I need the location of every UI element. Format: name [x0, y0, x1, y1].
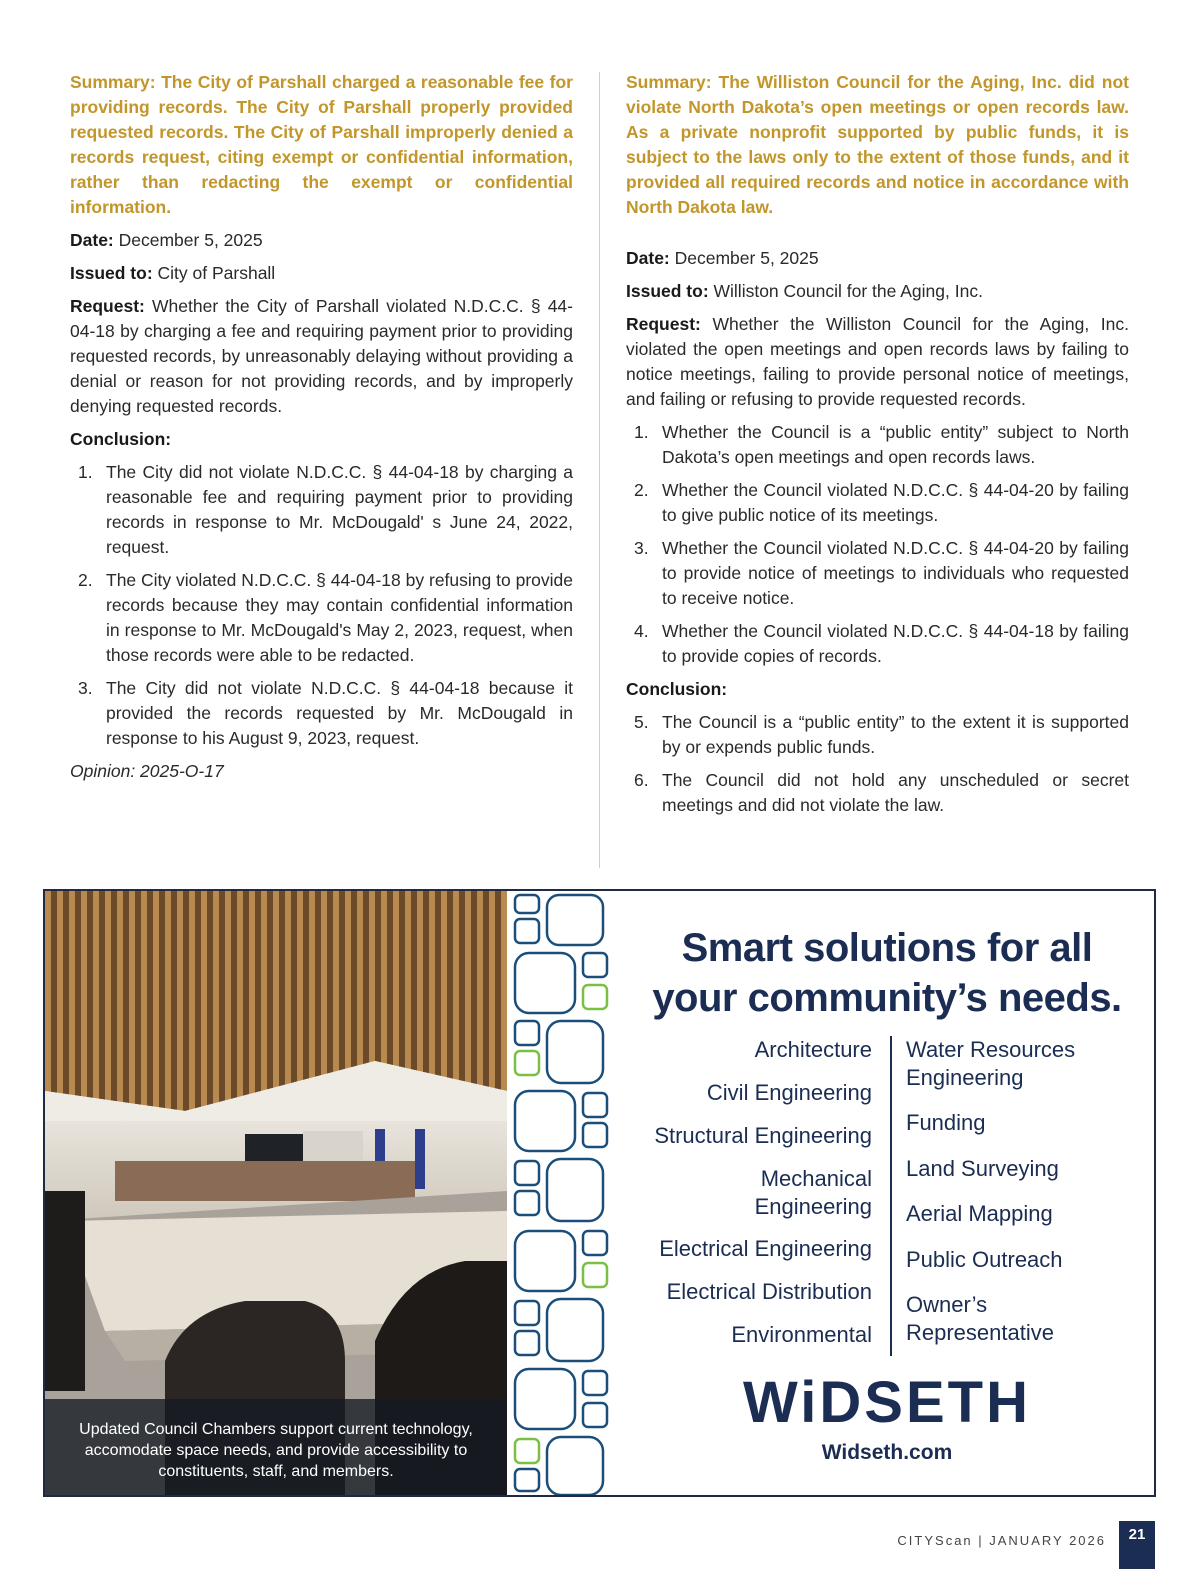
service-item: Engineering [906, 1065, 1024, 1090]
column-divider [599, 72, 600, 868]
service-item: Water Resources [906, 1037, 1076, 1062]
service-item: Engineering [754, 1194, 872, 1219]
left-opinion: Opinion: 2025-O-17 [70, 761, 224, 781]
service-item: Owner’s [906, 1292, 988, 1317]
service-item: Mechanical [760, 1166, 872, 1191]
right-issued: Issued to: Williston Council for the Aging, Inc. [626, 281, 983, 301]
left-conclusion-list [70, 460, 573, 751]
left-date: Date: December 5, 2025 [70, 230, 263, 250]
list-item: 3. Whether the Council violated N.D.C.C. § 44-04-20 by failing to provide notice of meetings to individuals who requested to receive notice. [634, 538, 1129, 608]
list-item: 6. The Council did not hold any unscheduled or secret meetings and did not violate the law. [634, 770, 1129, 815]
decorative-pattern [507, 891, 615, 1495]
service-item: Structural Engineering [654, 1123, 872, 1148]
widseth-url-link[interactable]: Widseth.com [821, 1441, 953, 1464]
list-item: 2. The City violated N.D.C.C. § 44-04-18 by refusing to provide records because they may contain confidential information in response to Mr. McDougald's May 2, 2023, request, when those records were able to be redacted. [78, 570, 573, 665]
list-item: 3. The City did not violate N.D.C.C. § 44-04-18 because it provided the records requested by Mr. McDougald in response to his August 9, 2023, request. [78, 678, 573, 748]
photo-caption: Updated Council Chambers support current technology, accomodate space needs, and provide accessibility to constituents, staff, and members. [45, 1399, 507, 1495]
services-divider [890, 1036, 892, 1356]
right-conclusion-heading: Conclusion: [626, 679, 728, 699]
list-item: 1. Whether the Council is a “public entity” subject to North Dakota’s open meetings and open records laws. [634, 422, 1129, 467]
right-request: Request: Whether the Williston Council for the Aging, Inc. violated the open meetings and open records laws by failing to notice meetings, failing to provide personal notice of meetings, and failing or refusing to provide requested records. [626, 314, 1129, 409]
widseth-advertisement[interactable] [43, 889, 1156, 1497]
left-summary: Summary: The City of Parshall charged a reasonable fee for providing records. The City of Parshall properly provided requested records. The City of Parshall improperly denied a records request, citing exempt or confidential information, rather than redacting the exempt or confidential information. [70, 72, 573, 217]
left-column [70, 70, 573, 784]
list-item: 2. Whether the Council violated N.D.C.C. § 44-04-20 by failing to give public notice of its meetings. [634, 480, 1129, 525]
service-item: Aerial Mapping [906, 1201, 1053, 1226]
left-conclusion-heading: Conclusion: [70, 429, 172, 449]
right-date: Date: December 5, 2025 [626, 248, 819, 268]
left-issued: Issued to: City of Parshall [70, 263, 276, 283]
council-chambers-photo [45, 891, 507, 1495]
left-request: Request: Whether the City of Parshall violated N.D.C.C. § 44-04-18 by charging a fee and requiring payment prior to providing requested records, by unreasonably delaying without providing a denial or reason for not providing records, and by improperly denying requested records. [70, 296, 573, 416]
service-item: Funding [906, 1110, 986, 1135]
list-item: 4. Whether the Council violated N.D.C.C. § 44-04-18 by failing to provide copies of records. [634, 621, 1129, 666]
right-summary: Summary: The Williston Council for the Aging, Inc. did not violate North Dakota’s open meetings or open records law. As a private nonprofit supported by public funds, it is subject to the laws only to the extent of those funds, and it provided all required records and notice in accordance with North Dakota law. [626, 72, 1129, 217]
service-item: Architecture [754, 1037, 872, 1062]
page-number: 21 [1119, 1521, 1155, 1569]
service-item: Land Surveying [906, 1156, 1059, 1181]
service-item: Electrical Distribution [666, 1279, 872, 1304]
widseth-logo: WiDSETH [743, 1370, 1031, 1435]
list-item: 1. The City did not violate N.D.C.C. § 44-04-18 by charging a reasonable fee and requiring payment prior to providing records in response to Mr. McDougald' s June 24, 2022, request. [78, 462, 573, 557]
service-item: Electrical Engineering [659, 1236, 872, 1261]
right-conclusion-list [626, 710, 1129, 818]
list-item: 5. The Council is a “public entity” to the extent it is supported by or expends public funds. [634, 712, 1129, 757]
page-footer: CITYScan | JANUARY 2026 [897, 1533, 1106, 1548]
ad-headline: Smart solutions for all your community’s needs. [652, 926, 1122, 1020]
right-request-list [626, 420, 1129, 669]
right-column [626, 70, 1129, 826]
service-item: Representative [906, 1320, 1054, 1345]
ad-content [620, 891, 1154, 1495]
service-item: Civil Engineering [706, 1080, 872, 1105]
service-item: Public Outreach [906, 1247, 1063, 1272]
service-item: Environmental [731, 1322, 872, 1347]
